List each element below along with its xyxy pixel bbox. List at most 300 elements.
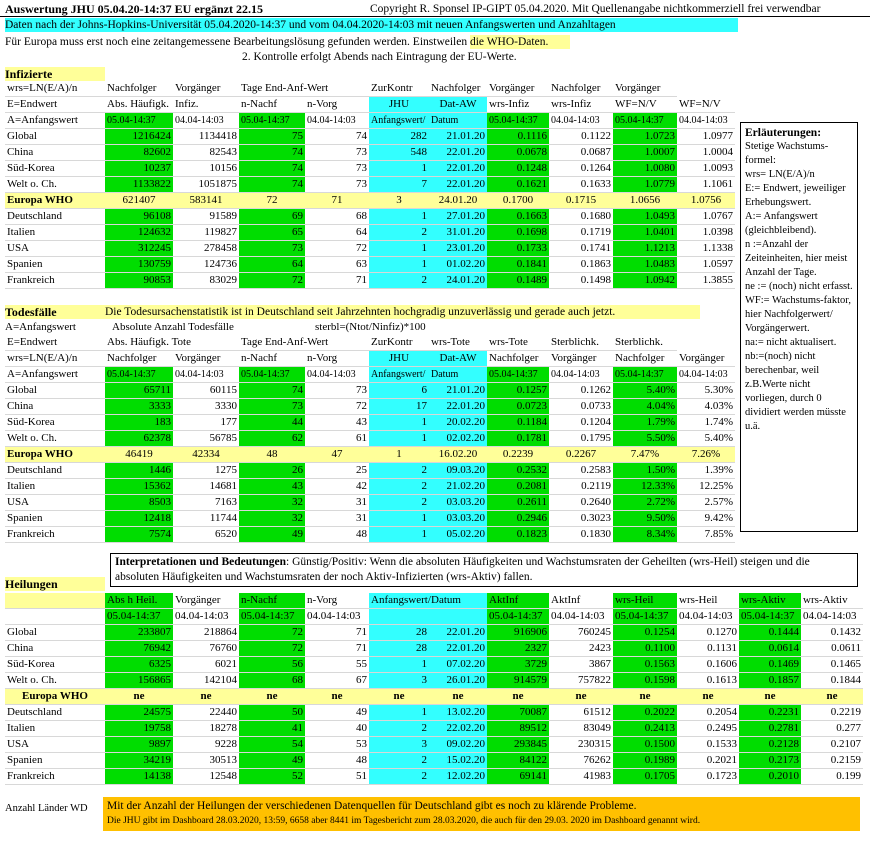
section-title-deaths: Todesfälle (5, 305, 105, 319)
table-cell: 75 (239, 129, 305, 145)
table-cell: ne (173, 689, 239, 705)
table-cell: ZurKontr (369, 335, 429, 351)
table-cell: 0.1633 (549, 177, 613, 193)
table-cell: ZurKontr (369, 81, 429, 97)
table-cell: 119827 (173, 225, 239, 241)
table-cell: Datum (429, 367, 487, 383)
table-cell: 0.2781 (739, 721, 801, 737)
legend-line: WF:= Wachstums-faktor, hier Nachfolgerwert/ Vorgängerwert. (745, 295, 851, 334)
table-cell: 130759 (105, 257, 173, 273)
table-cell: 41983 (549, 769, 613, 785)
table-row (5, 209, 735, 225)
table-cell: wrs-Tote (487, 335, 549, 351)
table-cell: 73 (239, 241, 305, 257)
table-cell: wrs=LN(E/A)/n (5, 81, 105, 97)
table-header-row (5, 97, 735, 113)
table-cell: 8.34% (613, 527, 677, 543)
table-cell: 1 (369, 511, 429, 527)
table-cell: 4.04% (613, 399, 677, 415)
table-cell: 0.2219 (801, 705, 863, 721)
table-cell: 7574 (105, 527, 173, 543)
deaths-note: Die Todesursachenstatistik ist in Deutschland seit Jahrzehnten hochgradig unzuverlässig und gerade auch jetzt. (105, 305, 700, 319)
table-cell: 48 (305, 753, 369, 769)
copyright-note: Copyright R. Sponsel IP-GIPT 05.04.2020. Mit Quellenangabe nichtkommerziell frei verwendbar (370, 3, 821, 15)
footer-line-2: Die JHU gibt im Dashboard 28.03.2020, 13:59, 6658 aber 8441 im Tagesbericht zum 28.03.2020, die auch für den 29.03. 2020 im Dashboard genannt wird. (107, 816, 701, 826)
section-title-recoveries: Heilungen (5, 577, 105, 591)
europe-note-text: Für Europa muss erst noch eine zeitangemessene Bearbeitungslösung gefunden werden. Einstweilen (5, 36, 468, 48)
table-cell: 12418 (105, 511, 173, 527)
table-cell: ne (549, 689, 613, 705)
table-cell: 1.0401 (613, 225, 677, 241)
table-cell: 73 (305, 383, 369, 399)
table-cell: AktInf (487, 593, 549, 609)
table-row (5, 673, 863, 689)
table-cell: 0.0723 (487, 399, 549, 415)
table-cell: 04.04-14:03 (549, 367, 613, 383)
table-cell: JHU (369, 97, 429, 113)
table-cell: Deutschland (5, 209, 105, 225)
table-cell: 0.1444 (739, 625, 801, 641)
table-cell: Abs h Heil. (105, 593, 173, 609)
table-cell: 15362 (105, 479, 173, 495)
table-cell: 7.26% (677, 447, 735, 463)
table-cell: 47 (305, 447, 369, 463)
table-cell: 0.1262 (549, 383, 613, 399)
table-cell: 0.1733 (487, 241, 549, 257)
table-cell: 32 (239, 495, 305, 511)
table-cell: 05.04-14:37 (487, 609, 549, 625)
table-cell: Dat-AW (429, 97, 487, 113)
table-cell: wrs-Heil (613, 593, 677, 609)
table-cell: 914579 (487, 673, 549, 689)
table-cell: 73 (305, 145, 369, 161)
table-cell: 5.30% (677, 383, 735, 399)
table-cell: 0.1248 (487, 161, 549, 177)
table-cell: 0.1989 (613, 753, 677, 769)
table-cell: 41 (239, 721, 305, 737)
table-row (5, 225, 735, 241)
table-cell: 01.02.20 (429, 257, 487, 273)
table-cell: n-Vorg (305, 351, 369, 367)
table-cell: 1 (369, 257, 429, 273)
table-cell: Anfangswert/ (369, 113, 429, 129)
table-cell: 04.04-14:03 (677, 367, 735, 383)
table-cell: 62378 (105, 431, 173, 447)
table-cell: 1 (369, 209, 429, 225)
table-cell: 6325 (105, 657, 173, 673)
table-cell: 2 (369, 225, 429, 241)
table-row (5, 527, 735, 543)
table-cell: 183 (105, 415, 173, 431)
table-cell: 124632 (105, 225, 173, 241)
table-cell: ne (305, 689, 369, 705)
table-cell: 282 (369, 129, 429, 145)
table-cell: 1 (369, 657, 429, 673)
table-cell: 22.01.20 (429, 399, 487, 415)
table-cell: 61 (305, 431, 369, 447)
table-cell: 0.1116 (487, 129, 549, 145)
table-row (5, 753, 863, 769)
table-cell (369, 609, 429, 625)
table-cell: China (5, 399, 105, 415)
table-cell: 91589 (173, 209, 239, 225)
table-cell: 0.1469 (739, 657, 801, 673)
table-cell: 1.0656 (613, 193, 677, 209)
table-cell: 04.04-14:03 (173, 113, 239, 129)
table-cell: 60115 (173, 383, 239, 399)
table-cell: 17 (369, 399, 429, 415)
table-cell: Spanien (5, 257, 105, 273)
table-cell: 76262 (549, 753, 613, 769)
table-cell: 65 (239, 225, 305, 241)
table-cell: Europa WHO (5, 447, 105, 463)
table-cell: 20.02.20 (429, 415, 487, 431)
table-cell: A=Anfangswert (5, 113, 105, 129)
table-cell: Deutschland (5, 463, 105, 479)
table-cell: 9228 (173, 737, 239, 753)
table-cell: 1.0977 (677, 129, 735, 145)
table-cell: 22.01.20 (429, 641, 487, 657)
table-cell: Anfangswert/ (369, 593, 429, 609)
table-cell: 21.01.20 (429, 129, 487, 145)
table-cell: 49 (239, 527, 305, 543)
table-cell: 83029 (173, 273, 239, 289)
table-cell: 9.50% (613, 511, 677, 527)
table-cell: 156865 (105, 673, 173, 689)
table-row (5, 241, 735, 257)
table-cell: 0.2173 (739, 753, 801, 769)
legend-line: n :=Anzahl der Zeiteinheiten, hier meist Anzahl der Tage. (745, 239, 848, 278)
table-cell: 22440 (173, 705, 239, 721)
table-cell: AktInf (549, 593, 613, 609)
table-cell: 0.2159 (801, 753, 863, 769)
table-cell: 1.1338 (677, 241, 735, 257)
table-cell: 0.1823 (487, 527, 549, 543)
table-cell: 0.1257 (487, 383, 549, 399)
table-cell: 46419 (105, 447, 173, 463)
table-cell: 64 (239, 257, 305, 273)
table-cell: 49 (239, 753, 305, 769)
table-cell: 233807 (105, 625, 173, 641)
interpretation-box (110, 553, 858, 587)
table-cell: 42334 (173, 447, 239, 463)
table-cell: 0.1465 (801, 657, 863, 673)
table-cell: 16.02.20 (429, 447, 487, 463)
table-cell: wrs=LN(E/A)/n (5, 351, 105, 367)
table-cell: 7.47% (613, 447, 677, 463)
table-cell: Vorgänger (549, 351, 613, 367)
table-cell: 0.2128 (739, 737, 801, 753)
table-cell: 02.02.20 (429, 431, 487, 447)
legend-title: Erläuterungen: (745, 127, 822, 139)
table-cell: 7163 (173, 495, 239, 511)
table-cell: 0.1500 (613, 737, 677, 753)
table-cell: Nachfolger (429, 81, 487, 97)
table-row (5, 769, 863, 785)
table-cell: 0.277 (801, 721, 863, 737)
table-row (5, 641, 863, 657)
table-cell: Global (5, 129, 105, 145)
table-cell: 04.04-14:03 (173, 367, 239, 383)
table-cell: 62 (239, 431, 305, 447)
infected-table (5, 81, 735, 289)
legend-line: nb:=(noch) nicht berechenbar, weil z.B.Werte nicht vorliegen, durch 0 dividiert werden müsste u.ä. (745, 351, 846, 432)
table-cell: 31 (305, 511, 369, 527)
table-cell: 52 (239, 769, 305, 785)
table-cell: 71 (305, 641, 369, 657)
table-cell: 22.02.20 (429, 721, 487, 737)
table-row (5, 113, 735, 129)
table-cell: 04.04-14:03 (305, 609, 369, 625)
table-cell: Welt o. Ch. (5, 177, 105, 193)
table-cell: 30513 (173, 753, 239, 769)
table-cell: Global (5, 383, 105, 399)
table-cell: Italien (5, 479, 105, 495)
table-cell: Europa WHO (5, 689, 105, 705)
table-cell: 0.0614 (739, 641, 801, 657)
table-cell: 24.01.20 (429, 273, 487, 289)
table-cell: Vorgänger (487, 81, 549, 97)
table-cell: Nachfolger (105, 81, 173, 97)
table-cell: 1.0597 (677, 257, 735, 273)
table-cell: 1.79% (613, 415, 677, 431)
table-cell: 278458 (173, 241, 239, 257)
table-cell: 0.1264 (549, 161, 613, 177)
table-cell: 0.1606 (677, 657, 739, 673)
table-cell: 1275 (173, 463, 239, 479)
table-cell: 1133822 (105, 177, 173, 193)
table-cell: Frankreich (5, 769, 105, 785)
legend-line: wrs= LN(E/A)/n (745, 169, 815, 180)
table-cell: ne (677, 689, 739, 705)
table-cell: 1446 (105, 463, 173, 479)
footer-note (103, 797, 860, 831)
table-cell: ne (369, 689, 429, 705)
table-cell: n-Nachf (239, 97, 305, 113)
table-cell: E=Endwert (5, 97, 105, 113)
table-cell: 2423 (549, 641, 613, 657)
table-cell: Vorgänger (677, 351, 735, 367)
table-cell: Italien (5, 225, 105, 241)
table-cell: 1.3855 (677, 273, 735, 289)
table-row (5, 367, 735, 383)
table-cell: 28 (369, 641, 429, 657)
table-row (5, 273, 735, 289)
table-cell: Sterblichk. (549, 335, 613, 351)
table-cell: 0.0733 (549, 399, 613, 415)
table-cell: 1.39% (677, 463, 735, 479)
table-cell: 3333 (105, 399, 173, 415)
table-cell: 05.04-14:37 (613, 609, 677, 625)
table-cell: Welt o. Ch. (5, 673, 105, 689)
table-row (5, 447, 735, 463)
table-cell: 757822 (549, 673, 613, 689)
table-cell: 68 (305, 209, 369, 225)
table-cell: 0.1719 (549, 225, 613, 241)
table-row (5, 593, 863, 609)
table-cell: 05.04-14:37 (487, 367, 549, 383)
table-cell: Abs. Häufigk. Tote (105, 335, 173, 351)
recoveries-table (5, 593, 863, 785)
table-cell: Sterblichk. (613, 335, 677, 351)
table-cell: 0.2119 (549, 479, 613, 495)
table-cell: 0.2054 (677, 705, 739, 721)
table-cell: 1.0767 (677, 209, 735, 225)
table-cell: 43 (305, 415, 369, 431)
table-row (5, 721, 863, 737)
table-cell: 0.2010 (739, 769, 801, 785)
table-cell: ne (739, 689, 801, 705)
table-cell: 0.2640 (549, 495, 613, 511)
table-cell: 24575 (105, 705, 173, 721)
table-cell: 3330 (173, 399, 239, 415)
table-cell: 312245 (105, 241, 173, 257)
deaths-sub-a: A=Anfangswert (5, 321, 76, 333)
table-cell: 0.1795 (549, 431, 613, 447)
table-cell: 2 (369, 479, 429, 495)
table-cell: wrs-Infiz (549, 97, 613, 113)
table-cell: 42 (305, 479, 369, 495)
table-cell: 2 (369, 273, 429, 289)
table-row (5, 657, 863, 673)
table-cell: 142104 (173, 673, 239, 689)
table-cell: 54 (239, 737, 305, 753)
table-cell: Nachfolger (613, 351, 677, 367)
table-cell: 82543 (173, 145, 239, 161)
deaths-sub-b: Absolute Anzahl Todesfälle (112, 321, 234, 333)
table-cell: Frankreich (5, 527, 105, 543)
table-cell: 1 (369, 241, 429, 257)
table-cell: 05.04-14:37 (739, 609, 801, 625)
table-cell: Anfangswert/ (369, 367, 429, 383)
table-cell: 28 (369, 625, 429, 641)
table-cell: 22.01.20 (429, 161, 487, 177)
table-cell: Vorgänger (613, 81, 677, 97)
table-cell: Vorgänger (173, 593, 239, 609)
table-cell: 12.02.20 (429, 769, 487, 785)
table-cell: Deutschland (5, 705, 105, 721)
table-cell: 3867 (549, 657, 613, 673)
table-cell: 65711 (105, 383, 173, 399)
table-row (5, 495, 735, 511)
table-cell: 31 (305, 495, 369, 511)
table-cell: 9897 (105, 737, 173, 753)
table-cell: 2 (369, 753, 429, 769)
table-row (5, 415, 735, 431)
table-cell: 69 (239, 209, 305, 225)
table-cell: 72 (305, 241, 369, 257)
europe-note (5, 35, 570, 49)
table-cell: 74 (305, 129, 369, 145)
table-cell: Süd-Korea (5, 415, 105, 431)
deaths-sub-c: sterbl=(Ntot/Ninfiz)*100 (315, 321, 426, 333)
table-cell: 583141 (173, 193, 239, 209)
table-cell: 6021 (173, 657, 239, 673)
table-cell: 5.50% (613, 431, 677, 447)
table-cell: 0.1131 (677, 641, 739, 657)
table-cell: 1.1061 (677, 177, 735, 193)
table-cell: n-Vorg (305, 97, 369, 113)
table-cell: 0.2231 (739, 705, 801, 721)
table-cell: 0.2532 (487, 463, 549, 479)
table-cell: 0.1204 (549, 415, 613, 431)
table-cell: 0.2413 (613, 721, 677, 737)
legend-line: ne := (noch) nicht erfasst. (745, 281, 853, 292)
table-cell: 1.74% (677, 415, 735, 431)
table-cell: Süd-Korea (5, 657, 105, 673)
table-cell: 621407 (105, 193, 173, 209)
table-cell: 1.0093 (677, 161, 735, 177)
table-cell: 71 (305, 193, 369, 209)
table-cell: 22.01.20 (429, 625, 487, 641)
table-cell: 74 (239, 177, 305, 193)
table-row (5, 479, 735, 495)
table-cell: 2 (369, 721, 429, 737)
table-cell: 72 (305, 399, 369, 415)
table-row (5, 129, 735, 145)
table-cell: ne (801, 689, 863, 705)
table-header-row (5, 81, 735, 97)
table-cell: wrs-Heil (677, 593, 739, 609)
table-cell: ne (239, 689, 305, 705)
table-cell: 3729 (487, 657, 549, 673)
table-cell: 05.04-14:37 (487, 113, 549, 129)
table-cell: 0.2022 (613, 705, 677, 721)
table-cell: 0.1254 (613, 625, 677, 641)
table-cell: 0.2021 (677, 753, 739, 769)
legend-line: A:= Anfangswert (gleichbleibend). (745, 211, 818, 236)
table-cell: ne (487, 689, 549, 705)
table-cell: 0.1830 (549, 527, 613, 543)
table-cell: 04.04-14:03 (677, 113, 735, 129)
table-cell: 09.03.20 (429, 463, 487, 479)
table-cell: 13.02.20 (429, 705, 487, 721)
legend-line: E:= Endwert, jeweiliger Erhebungswert. (745, 183, 846, 208)
interpretation-text: : Günstig/Positiv: Wenn die absoluten Häufigkeiten und Wachstumsraten der Geheilten (wrs-Heil) steigen und die absoluten Häufigkeiten und Wachstumsraten der noch Aktiv-Infizierten (wrs-Aktiv) fallen. (115, 556, 810, 583)
table-row (5, 511, 735, 527)
table-cell: 0.1698 (487, 225, 549, 241)
table-cell: 05.02.20 (429, 527, 487, 543)
table-cell: 84122 (487, 753, 549, 769)
table-cell: wrs-Tote (429, 335, 487, 351)
table-cell: 48 (239, 447, 305, 463)
table-cell: 0.2267 (549, 447, 613, 463)
table-cell: 12548 (173, 769, 239, 785)
table-cell: 83049 (549, 721, 613, 737)
table-cell: 177 (173, 415, 239, 431)
table-cell: 230315 (549, 737, 613, 753)
table-cell: 69141 (487, 769, 549, 785)
table-cell: 71 (305, 625, 369, 641)
table-cell: 1134418 (173, 129, 239, 145)
table-row (5, 689, 863, 705)
table-cell: Datum (429, 113, 487, 129)
table-cell: Nachfolger (487, 351, 549, 367)
table-cell: 22.01.20 (429, 177, 487, 193)
table-cell: 7.85% (677, 527, 735, 543)
table-cell: wrs-Infiz (487, 97, 549, 113)
table-cell: 04.04-14:03 (305, 113, 369, 129)
table-cell: 2.72% (613, 495, 677, 511)
table-header-row (5, 351, 735, 367)
table-cell: 1.0779 (613, 177, 677, 193)
sheet-title: Auswertung JHU 05.04.20-14:37 EU ergänzt 22.15 (5, 2, 263, 16)
table-cell: 916906 (487, 625, 549, 641)
table-cell: 90853 (105, 273, 173, 289)
table-cell: 51 (305, 769, 369, 785)
table-cell: 0.2583 (549, 463, 613, 479)
table-cell: 1.0756 (677, 193, 735, 209)
